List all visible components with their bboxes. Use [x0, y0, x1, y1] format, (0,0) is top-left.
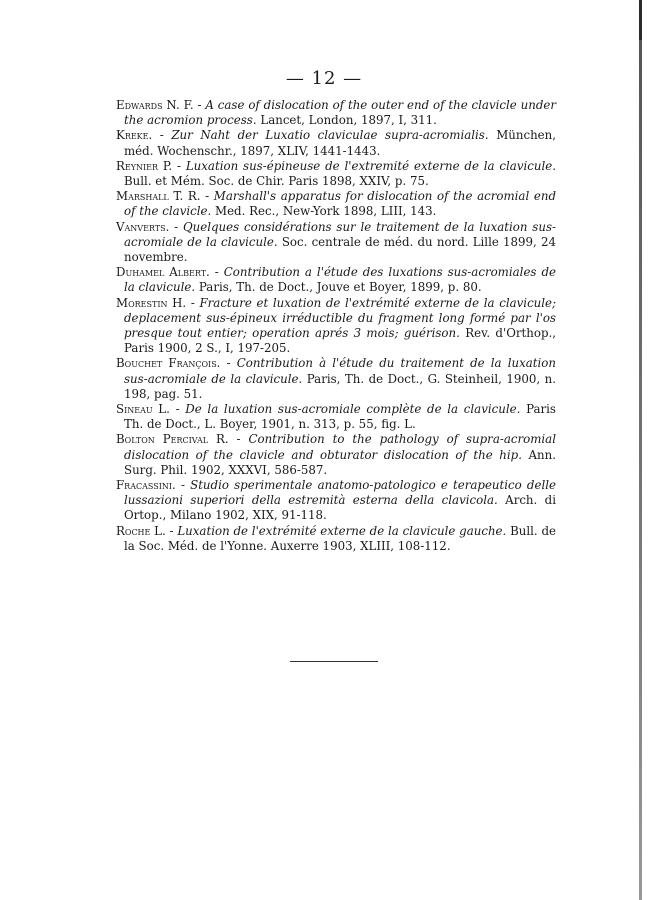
reference-title: A case of dislocation of the outer end of the clavicle under the acromion process. [124, 98, 556, 128]
reference-entry: Morestin H. - Fracture et luxation de l'extrémité externe de la clavicule; deplacement sus-épineux irréductible du fragment long formé par l'os presque tout entier; operation aprés 3 mois; guérison. Rev. d'Orthop., Paris 1900, 2 S., I, 197-205. [116, 295, 557, 356]
reference-entry: Edwards N. F. - A case of dislocation of the outer end of the clavicle under the acromion process. Lancet, London, 1897, I, 311. [116, 98, 556, 128]
reference-title: Contribution a l'étude des luxations sus-acromiales de la clavicule. [124, 265, 556, 295]
reference-title: Fracture et luxation de l'extrémité externe de la clavicule; deplacement sus-épineux irréductible du fragment long formé par l'os presque tout entier; operation aprés 3 mois; guérison. [124, 295, 557, 341]
reference-entry: Marshall T. R. - Marshall's apparatus for dislocation of the acromial end of the clavicle. Med. Rec., New-York 1898, LIII, 143. [116, 189, 556, 219]
reference-title: De la luxation sus-acromiale complète de la clavicule. [185, 402, 521, 417]
reference-entry: Bouchet François. - Contribution à l'étude du traitement de la luxation sus-acromiale de la clavicule. Paris, Th. de Doct., G. Steinheil, 1900, n. 198, pag. 51. [116, 356, 557, 401]
reference-title: Contribution to the pathology of supra-acromial dislocation of the clavicle and obturator dislocation of the hip. [124, 432, 556, 462]
reference-source: Ann. Surg. Phil. 1902, XXXVI, 586-587. [124, 447, 556, 477]
reference-author: Roche L. [116, 523, 166, 538]
reference-title: Quelques considérations sur le traitement de la luxation sus-acromiale de la clavicule. [124, 219, 556, 249]
reference-source: Paris Th. de Doct., L. Boyer, 1901, n. 313, p. 55, fig. L. [124, 402, 556, 432]
reference-entry: Vanverts. - Quelques considérations sur le traitement de la luxation sus-acromiale de la clavicule. Soc. centrale de méd. du nord. Lille 1899, 24 novembre. [116, 219, 557, 265]
reference-author: Bouchet François. [116, 356, 221, 371]
reference-author: Fracassini. [116, 478, 176, 493]
reference-entry: Kreke. - Zur Naht der Luxatio claviculae supra-acromialis. München, méd. Wochenschr., 1897, XLIV, 1441-1443. [116, 128, 556, 158]
page-number: — 12 — [285, 68, 363, 89]
reference-entry: Roche L. - Luxation de l'extrémité externe de la clavicule gauche. Bull. de la Soc. Méd. de l'Yonne. Auxerre 1903, XLIII, 108-112. [116, 523, 556, 553]
reference-entry: Reynier P. - Luxation sus-épineuse de l'extremité externe de la clavicule. Bull. et Mém. Soc. de Chir. Paris 1898, XXIV, p. 75. [116, 158, 556, 189]
reference-entry: Fracassini. - Studio sperimentale anatomo-patologico e terapeutico delle lussazioni superiori della estremità esterna della clavicola. Arch. di Ortop., Milano 1902, XIX, 91-118. [116, 478, 556, 523]
reference-author: Vanverts. [116, 219, 170, 234]
reference-title: Luxation de l'extrémité externe de la clavicule gauche. [177, 523, 507, 538]
reference-entry: Sineau L. - De la luxation sus-acromiale complète de la clavicule. Paris Th. de Doct., L. Boyer, 1901, n. 313, p. 55, fig. L. [116, 402, 556, 432]
reference-author: Marshall T. R. [116, 189, 201, 204]
reference-title: Studio sperimentale anatomo-patologico e terapeutico delle lussazioni superiori della estremità esterna della clavicola. [124, 478, 556, 508]
reference-author: Reynier P. [116, 158, 173, 173]
reference-source: Soc. centrale de méd. du nord. Lille 1899, 24 novembre. [124, 234, 557, 265]
reference-title: Luxation sus-épineuse de l'extremité externe de la clavicule. [185, 158, 556, 173]
reference-source: Bull. de la Soc. Méd. de l'Yonne. Auxerre 1903, XLIII, 108-112. [124, 523, 556, 553]
reference-source: Bull. et Mém. Soc. de Chir. Paris 1898, XXIV, p. 75. [124, 174, 429, 189]
reference-entry: Bolton Percival R. - Contribution to the pathology of supra-acromial dislocation of the clavicle and obturator dislocation of the hip. Ann. Surg. Phil. 1902, XXXVI, 586-587. [116, 432, 556, 477]
reference-author: Morestin H. [116, 295, 187, 310]
reference-list [116, 98, 556, 554]
reference-title: Zur Naht der Luxatio claviculae supra-acromialis. [171, 128, 489, 143]
reference-author: Sineau L. [116, 402, 170, 417]
reference-author: Kreke. [116, 128, 153, 143]
reference-source: Lancet, London, 1897, I, 311. [260, 113, 437, 128]
reference-author: Duhamel Albert. [116, 265, 210, 280]
reference-entry: Duhamel Albert. - Contribution a l'étude des luxations sus-acromiales de la clavicule. Paris, Th. de Doct., Jouve et Boyer, 1899, p. 80. [116, 265, 556, 295]
reference-author: Edwards N. F. [116, 98, 194, 112]
reference-source: Paris, Th. de Doct., Jouve et Boyer, 1899, p. 80. [198, 280, 482, 295]
reference-source: Rev. d'Orthop., Paris 1900, 2 S., I, 197-205. [124, 326, 556, 356]
reference-source: Med. Rec., New-York 1898, LIII, 143. [215, 204, 437, 219]
reference-source: Paris, Th. de Doct., G. Steinheil, 1900, n. 198, pag. 51. [124, 371, 557, 401]
reference-source: München, méd. Wochenschr., 1897, XLIV, 1441-1443. [124, 128, 556, 158]
reference-title: Marshall's apparatus for dislocation of the acromial end of the clavicle. [124, 189, 556, 219]
reference-source: Arch. di Ortop., Milano 1902, XIX, 91-118. [124, 493, 556, 523]
page-edge-shadow [639, 0, 642, 900]
closing-rule [290, 661, 378, 662]
reference-title: Contribution à l'étude du traitement de la luxation sus-acromiale de la clavicule. [124, 356, 556, 386]
reference-author: Bolton Percival R. [116, 432, 229, 447]
